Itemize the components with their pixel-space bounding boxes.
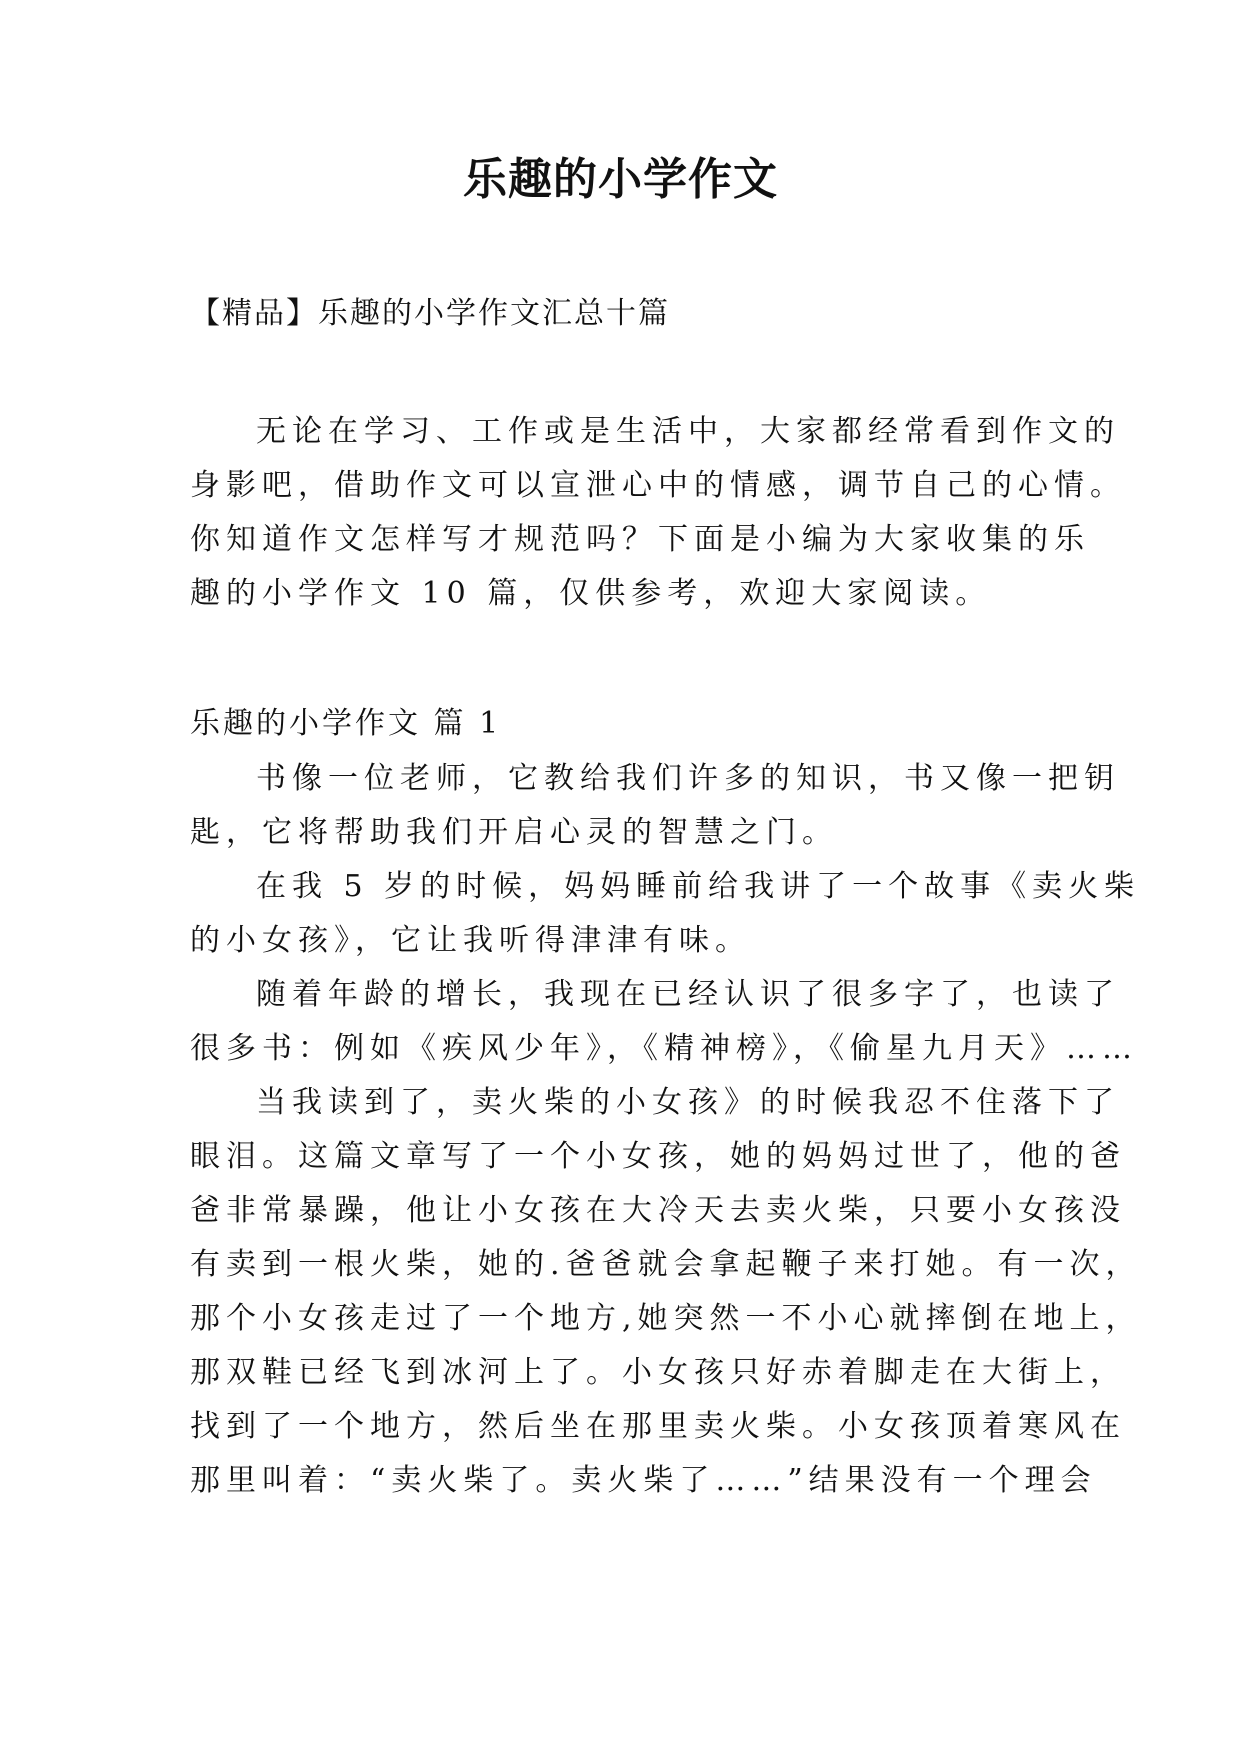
article-body — [190, 752, 1142, 1508]
document-subtitle: 【精品】乐趣的小学作文汇总十篇 — [190, 296, 670, 331]
article-line: 爸非常暴躁，他让小女孩在大冷天去卖火柴，只要小女孩没 — [190, 1193, 1126, 1228]
document-title: 乐趣的小学作文 — [463, 154, 778, 205]
intro-line: 趣的小学作文 10 篇，仅供参考，欢迎大家阅读。 — [190, 576, 992, 611]
article-line: 随着年龄的增长，我现在已经认识了很多字了，也读了 — [256, 977, 1120, 1012]
article-line: 书像一位老师，它教给我们许多的知识，书又像一把钥 — [256, 761, 1120, 796]
article-line: 匙，它将帮助我们开启心灵的智慧之门。 — [190, 815, 838, 850]
article-line: 当我读到了，卖火柴的小女孩》的时候我忍不住落下了 — [256, 1085, 1120, 1120]
article-line: 那里叫着：“卖火柴了。卖火柴了……”结果没有一个理会 — [190, 1463, 1097, 1498]
intro-line: 无论在学习、工作或是生活中，大家都经常看到作文的 — [256, 414, 1120, 449]
intro-line: 你知道作文怎样写才规范吗？下面是小编为大家收集的乐 — [190, 522, 1090, 557]
article-line: 有卖到一根火柴，她的.爸爸就会拿起鞭子来打她。有一次， — [190, 1247, 1142, 1282]
article-line: 那个小女孩走过了一个地方,她突然一不小心就摔倒在地上， — [190, 1301, 1142, 1336]
article-line: 找到了一个地方，然后坐在那里卖火柴。小女孩顶着寒风在 — [190, 1409, 1126, 1444]
article-line: 那双鞋已经飞到冰河上了。小女孩只好赤着脚走在大街上， — [190, 1355, 1126, 1390]
article-line: 很多书：例如《疾风少年》，《精神榜》，《偷星九月天》…… — [190, 1031, 1138, 1066]
intro-paragraph — [190, 405, 1126, 621]
section-heading: 乐趣的小学作文 篇 1 — [190, 706, 502, 741]
article-line: 的小女孩》，它让我听得津津有味。 — [190, 923, 751, 958]
intro-line: 身影吧，借助作文可以宣泄心中的情感，调节自己的心情。 — [190, 468, 1126, 503]
article-line: 在我 5 岁的时候，妈妈睡前给我讲了一个故事《卖火柴 — [256, 869, 1141, 904]
article-line: 眼泪。这篇文章写了一个小女孩，她的妈妈过世了，他的爸 — [190, 1139, 1126, 1174]
